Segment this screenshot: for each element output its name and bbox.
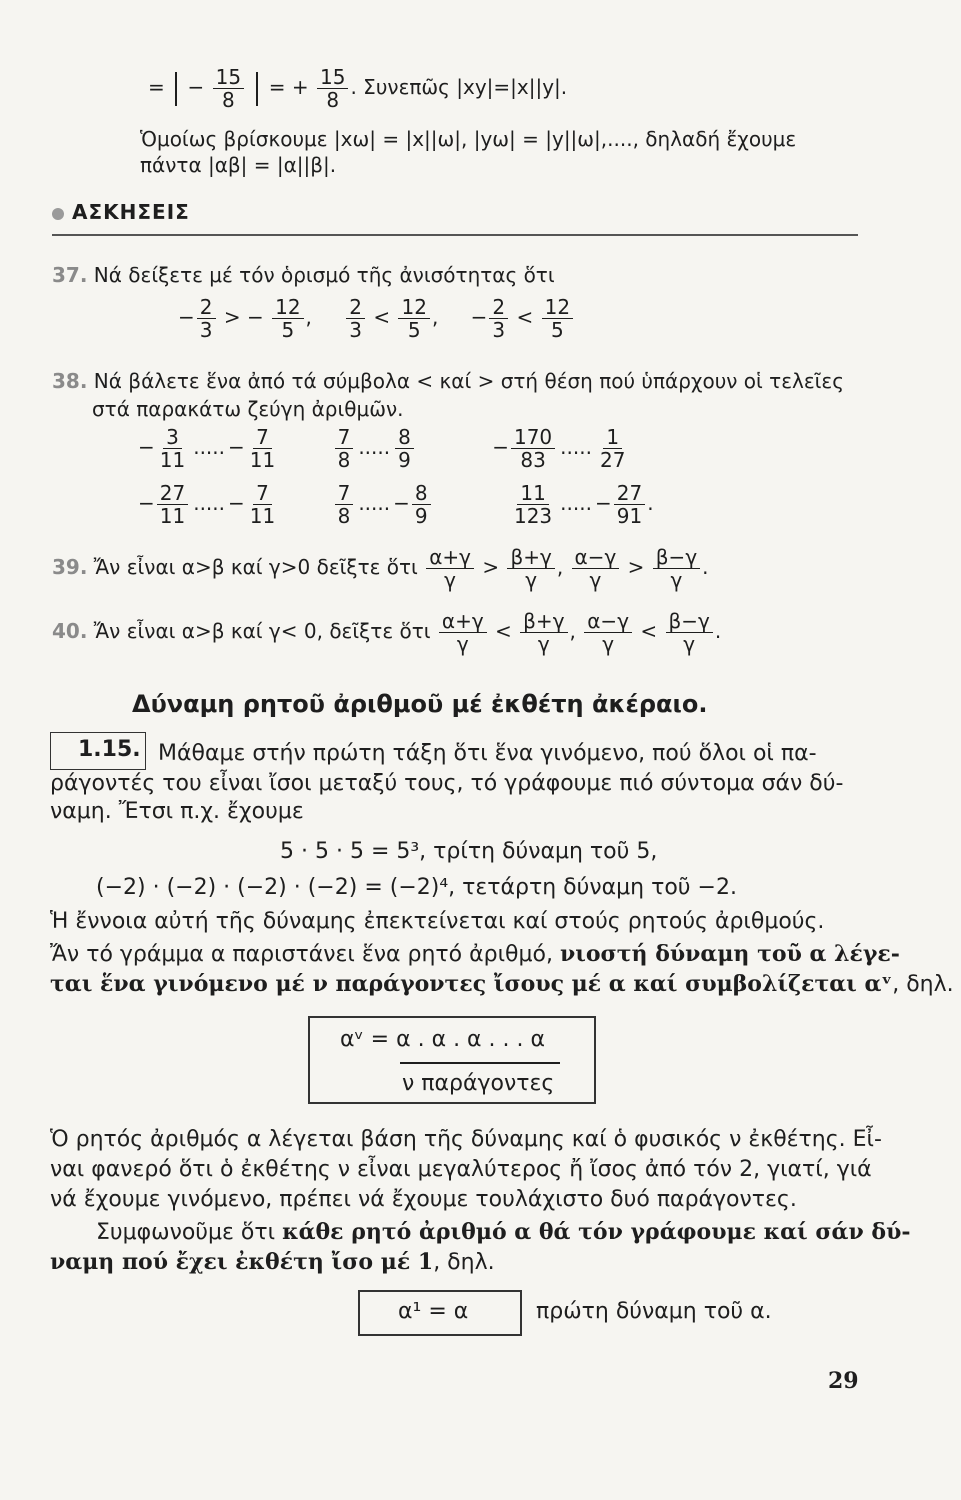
first-power-definition: α¹ = α (398, 1299, 469, 1324)
exercises-header: ΑΣΚΗΣΕΙΣ (52, 200, 190, 224)
exercise-38-row-1: − $\frac{3}{11}$ ..... − $\frac{7}{11}$ $\frac{7}{8}$ ..... $\frac{8}{9}$ − $\frac{170}{83}$ ..... $\frac{1}{27}$ (138, 425, 626, 472)
fraction: $\frac{15}{8}$ (213, 66, 244, 111)
text-line: ναμη πού ἔχει ἐκθέτη ἴσο μέ 1, δηλ. (50, 1249, 495, 1275)
page-number: 29 (828, 1368, 859, 1394)
text-line: Συμφωνοῦμε ὅτι κάθε ρητό ἀριθμό α θά τόν γράφουμε καί σάν δύ- (96, 1219, 911, 1245)
abs-bar (256, 72, 258, 106)
text-line: Ἡ ἔννοια αὐτή τῆς δύναμης ἐπεκτείνεται καί στούς ρητούς ἀριθμούς. (50, 909, 825, 934)
factor-count-label: ν παράγοντες (402, 1071, 555, 1096)
exercise-37-inequalities: − $\frac{2}{3}$ > − $\frac{12}{5}$ , $\frac{2}{3}$ < $\frac{12}{5}$ , − $\frac{2}{3}$ < $\frac{12}{5}$ (178, 296, 575, 341)
exercise-38: 38. Νά βάλετε ἕνα ἀπό τά σύμβολα < καί > στή θέση πού ὑπάρχουν οἱ τελεῖες (52, 369, 844, 393)
text-line: στά παρακάτω ζεύγη ἀριθμῶν. (92, 397, 404, 421)
text-line: Μάθαμε στήν πρώτη τάξη ὅτι ἕνα γινόμενο, πού ὅλοι οἱ πα- (158, 741, 817, 766)
text-line: νά ἔχουμε γινόμενο, πρέπει νά ἔχουμε τουλάχιστο δυό παράγοντες. (50, 1187, 797, 1212)
power-definition: αᵛ = α . α . α . . . α (340, 1027, 546, 1052)
divider (52, 234, 858, 236)
exercise-37: 37. Νά δείξετε μέ τόν ὁρισμό τῆς ἀνισότητας ὅτι (52, 263, 555, 287)
abs-bar (175, 72, 177, 106)
text-line: ται ἕνα γινόμενο μέ ν παράγοντες ἴσους μέ α καί συμβολίζεται αᵛ, δηλ. (50, 971, 954, 997)
exercise-40: 40. Ἄν εἶναι α>β καί γ< 0, δεῖξτε ὅτι $\frac{\alpha+\gamma}{\gamma}$ < $\frac{\beta+\gamma}{\gamma}$ , $\frac{\alpha-\gamma}{\gamma}$ < $\frac{\beta-\gamma}{\gamma}$ . (52, 609, 722, 656)
exercise-38-row-2: − $\frac{27}{11}$ ..... − $\frac{7}{11}$ $\frac{7}{8}$ ..... − $\frac{8}{9}$ $\frac{11}{123}$ ..... − $\frac{27}{91}$ . (138, 481, 654, 528)
text-line: ράγοντές του εἶναι ἴσοι μεταξύ τους, τό γράφουμε πιό σύντομα σάν δύ- (50, 771, 844, 796)
abs-value-equation: = − $\frac{15}{8}$ = + $\frac{15}{8}$ . Συνεπῶς |xy|=|x||y|. (148, 65, 568, 112)
underbrace (400, 1062, 560, 1064)
exercise-39: 39. Ἄν εἶναι α>β καί γ>0 δεῖξτε ὅτι $\frac{\alpha+\gamma}{\gamma}$ > $\frac{\beta+\gamma}{\gamma}$ , $\frac{\alpha-\gamma}{\gamma}$ > $\frac{\beta-\gamma}{\gamma}$ . (52, 545, 709, 592)
text-line: Ὁ ρητός ἀριθμός α λέγεται βάση τῆς δύναμης καί ὁ φυσικός ν ἐκθέτης. Εἶ- (50, 1127, 882, 1152)
first-power-label: πρώτη δύναμη τοῦ α. (536, 1299, 772, 1324)
fraction: $\frac{15}{8}$ (317, 66, 348, 111)
text-line: ναμη. Ἔτσι π.χ. ἔχουμε (50, 799, 304, 824)
text-line: πάντα |αβ| = |α||β|. (140, 153, 337, 177)
section-title: Δύναμη ρητοῦ ἀριθμοῦ μέ ἐκθέτη ἀκέραιο. (132, 690, 708, 718)
text-line: Ἄν τό γράμμα α παριστάνει ἕνα ρητό ἀριθμό, νιοστή δύναμη τοῦ α λέγε- (50, 941, 900, 967)
text-line: ναι φανερό ὅτι ὁ ἐκθέτης ν εἶναι μεγαλύτερος ἤ ἴσος ἀπό τόν 2, γιατί, γιά (50, 1157, 872, 1182)
example-equation-2: (−2) · (−2) · (−2) · (−2) = (−2)⁴, τετάρτη δύναμη τοῦ −2. (96, 875, 737, 900)
bullet-icon (52, 208, 64, 220)
example-equation-1: 5 · 5 · 5 = 5³, τρίτη δύναμη τοῦ 5, (280, 839, 658, 864)
text-line: Ὁμοίως βρίσκουμε |xω| = |x||ω|, |yω| = |y||ω|,...., δηλαδή ἔχουμε (140, 127, 797, 151)
section-number: 1.15. (78, 737, 141, 762)
